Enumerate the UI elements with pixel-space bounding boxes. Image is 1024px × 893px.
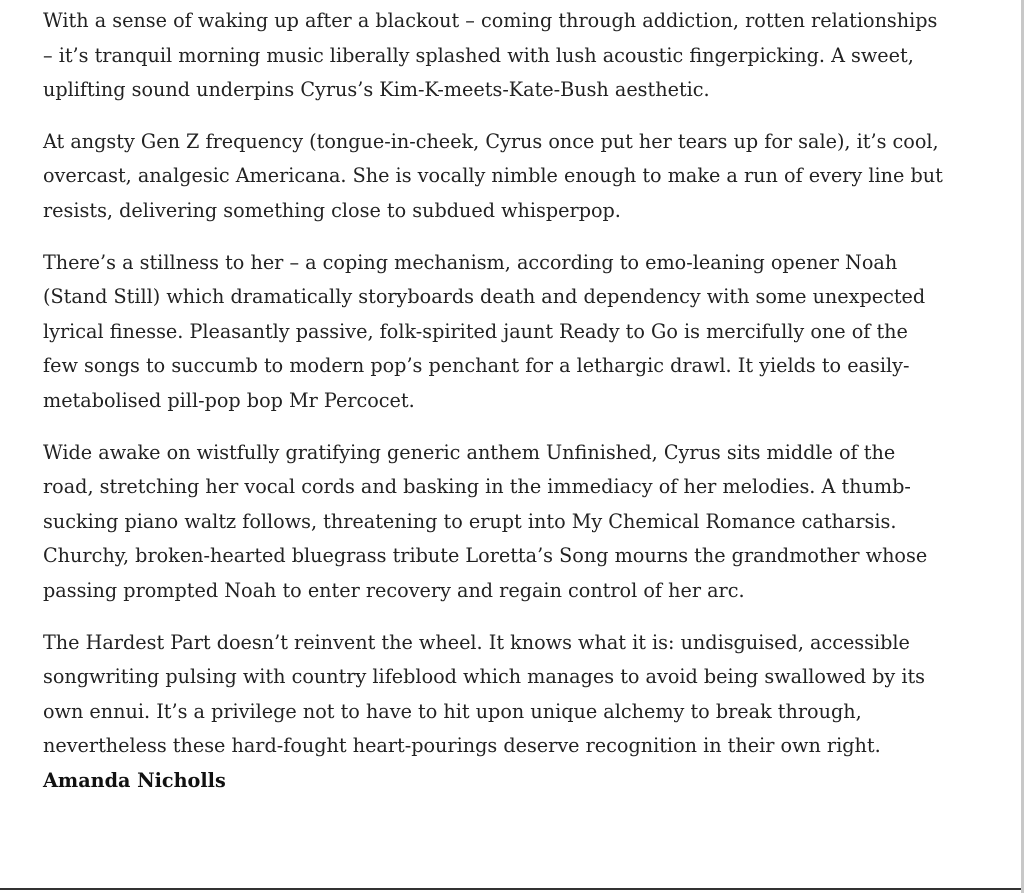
paragraph-2: At angsty Gen Z frequency (tongue-in-cheek, Cyrus once put her tears up for sale), it’s cool, overcast, analgesic Americana. She is vocally nimble enough to make a run of every line but resists, delivering something close to subdued whisperpop. <box>43 129 943 222</box>
author-byline: Amanda Nicholls <box>43 768 226 792</box>
paragraph-4: Wide awake on wistfully gratifying generic anthem Unfinished, Cyrus sits middle of the road, stretching her vocal cords and basking in the immediacy of her melodies. A thumb-sucking piano waltz follows, threatening to erupt into My Chemical Romance catharsis. Churchy, broken-hearted bluegrass tribute Loretta’s Song mourns the grandmother whose passing prompted Noah to enter recovery and regain control of her arc. <box>43 440 928 602</box>
paragraph-1: With a sense of waking up after a blackout – coming through addiction, rotten relationships – it’s tranquil morning music liberally splashed with lush acoustic fingerpicking. A sweet, uplifting sound underpins Cyrus’s Kim-K-meets-Kate-Bush aesthetic. <box>43 9 938 102</box>
paragraph-5-text: The Hardest Part doesn’t reinvent the wheel. It knows what it is: undisguised, accessible songwriting pulsing with country lifeblood which manages to avoid being swallowed by its own ennui. It’s a privilege not to have to hit upon unique alchemy to break through, nevertheless these hard-fought heart-pourings deserve recognition in their own right. <box>43 630 926 758</box>
article-body <box>43 4 943 815</box>
paragraph-5 <box>43 626 943 799</box>
bottom-divider <box>0 888 1024 890</box>
paragraph-3: There’s a stillness to her – a coping mechanism, according to emo-leaning opener Noah (Stand Still) which dramatically storyboards death and dependency with some unexpected lyrical finesse. Pleasantly passive, folk-spirited jaunt Ready to Go is mercifully one of the few songs to succumb to modern pop’s penchant for a lethargic drawl. It yields to easily-metabolised pill-pop bop Mr Percocet. <box>43 250 926 412</box>
